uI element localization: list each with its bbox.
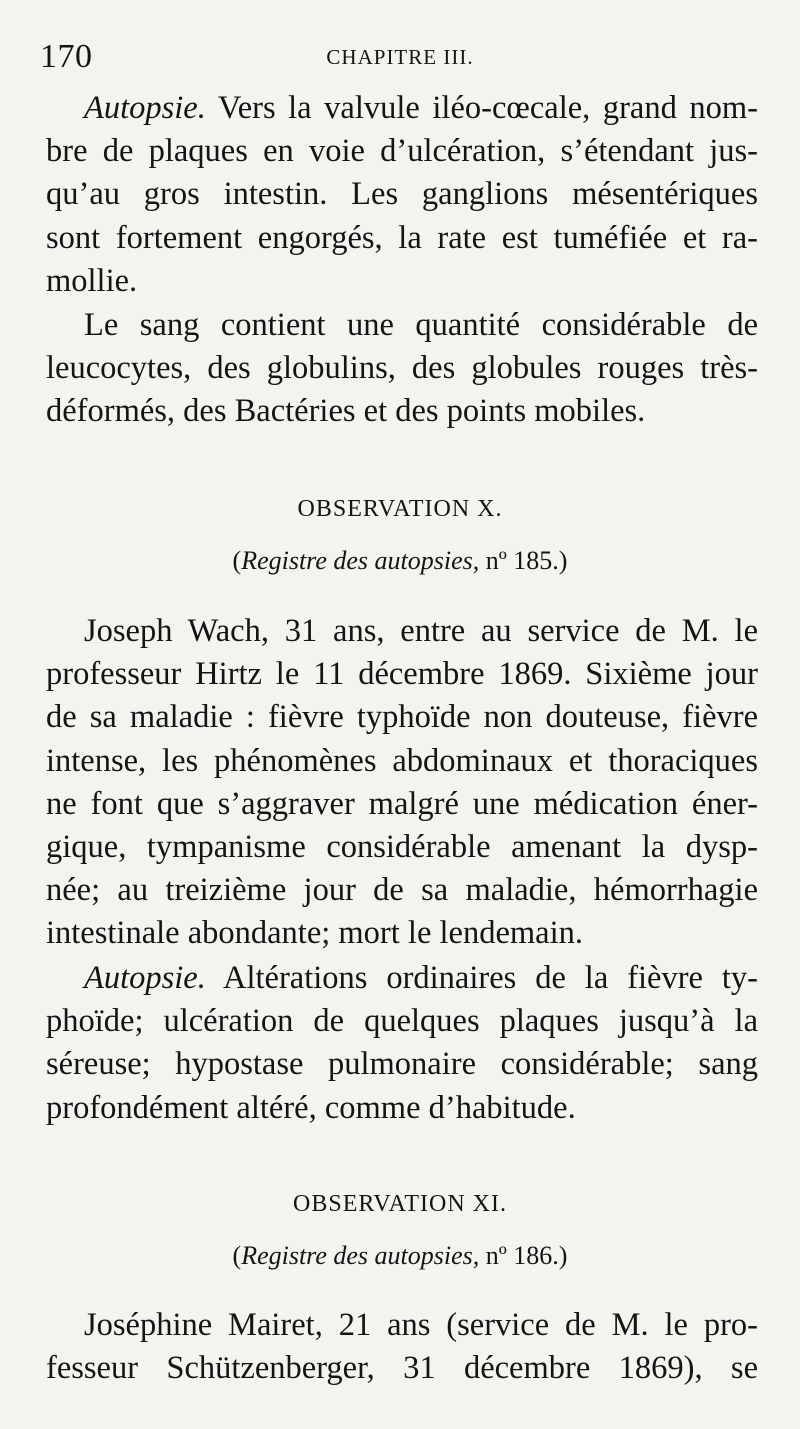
text-line: Le sang contient une quantité considérable de bbox=[84, 307, 758, 343]
autopsie-label: Autopsie. bbox=[84, 90, 206, 126]
text-line: de sa maladie : fièvre typhoïde non douteuse, fièvre bbox=[46, 699, 758, 736]
text-line: phoïde; ulcération de quelques plaques jusqu’à la bbox=[46, 1003, 758, 1040]
text-line: intense, les phénomènes abdominaux et thoraciques bbox=[46, 742, 758, 779]
text-line: fesseur Schützenberger, 31 décembre 1869), se bbox=[46, 1350, 758, 1387]
paragraph-sang bbox=[46, 304, 758, 434]
text-line: ne font que s’aggraver malgré une médication éner- bbox=[46, 785, 758, 822]
autopsie-label: Autopsie. bbox=[84, 960, 206, 996]
text-line: sont fortement engorgés, la rate est tuméfiée et ra- bbox=[46, 219, 758, 256]
text-line: leucocytes, des globulins, des globules rouges très- bbox=[46, 350, 758, 387]
text-line: Autopsie. Altérations ordinaires de la fièvre ty- bbox=[84, 960, 758, 996]
page-number: 170 bbox=[40, 38, 93, 75]
text-line: professeur Hirtz le 11 décembre 1869. Sixième jour bbox=[46, 656, 758, 693]
text-line: Joseph Wach, 31 ans, entre au service de M. le bbox=[84, 613, 758, 649]
text-line: déformés, des Bactéries et des points mobiles. bbox=[46, 393, 646, 430]
paragraph-autopsie-1 bbox=[46, 87, 758, 303]
text-line: profondément altéré, comme d’habitude. bbox=[46, 1089, 576, 1126]
observation-heading: OBSERVATION X. bbox=[297, 496, 503, 522]
paragraph-autopsie-2 bbox=[46, 957, 758, 1130]
text-line: qu’au gros intestin. Les ganglions mésentériques bbox=[46, 176, 758, 213]
text-line: bre de plaques en voie d’ulcération, s’étendant jus- bbox=[46, 133, 758, 170]
text-line: Autopsie. Vers la valvule iléo-cœcale, grand nom- bbox=[84, 90, 758, 126]
text-line: née; au treizième jour de sa maladie, hémorrhagie bbox=[46, 872, 758, 909]
text-line: Joséphine Mairet, 21 ans (service de M. le pro- bbox=[84, 1307, 758, 1343]
text-line: intestinale abondante; mort le lendemain. bbox=[46, 915, 583, 952]
paragraph-joseph-wach bbox=[46, 610, 758, 956]
text-line: gique, tympanisme considérable amenant la dysp- bbox=[46, 828, 758, 865]
running-title: CHAPITRE III. bbox=[326, 45, 474, 69]
text-line: mollie. bbox=[46, 262, 138, 299]
paragraph-josephine-mairet bbox=[46, 1304, 758, 1390]
observation-reference: (Registre des autopsies, nº 185.) bbox=[232, 546, 568, 575]
observation-heading: OBSERVATION XI. bbox=[293, 1191, 507, 1217]
observation-reference: (Registre des autopsies, nº 186.) bbox=[232, 1241, 568, 1270]
text-line: séreuse; hypostase pulmonaire considérable; sang bbox=[46, 1046, 758, 1083]
